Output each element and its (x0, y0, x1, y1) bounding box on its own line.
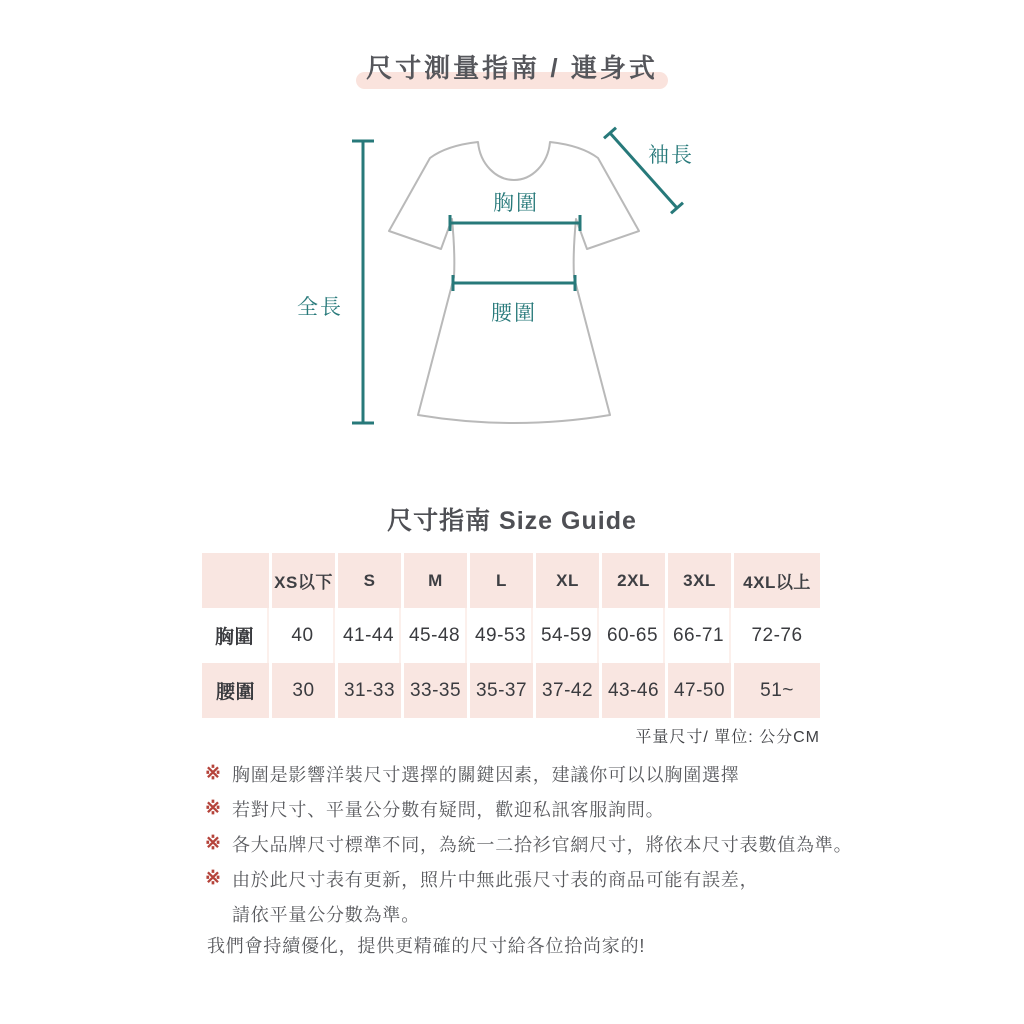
waist-value: 30 (272, 663, 335, 718)
size-table-header-row (202, 553, 820, 608)
note-line (205, 756, 865, 791)
waist-value: 47-50 (668, 663, 731, 718)
chest-value: 40 (272, 608, 335, 663)
note-marker-icon: ※ (205, 798, 222, 819)
chest-label: 胸圍 (493, 192, 539, 215)
note-text: 胸圍是影響洋裝尺寸選擇的關鍵因素，建議你可以以胸圍選擇 (232, 764, 740, 785)
chest-value: 45-48 (404, 608, 467, 663)
header-cell-m: M (404, 553, 467, 608)
full-length-measure-line (352, 141, 374, 423)
note-text: 各大品牌尺寸標準不同，為統一二拾衫官網尺寸，將依本尺寸表數值為準。 (232, 834, 853, 855)
page-title: 尺寸測量指南 / 連身式 (366, 48, 658, 85)
note-text: 若對尺寸、平量公分數有疑問，歡迎私訊客服詢問。 (232, 799, 665, 820)
note-text: 由於此尺寸表有更新，照片中無此張尺寸表的商品可能有誤差， (232, 869, 759, 890)
chest-value: 60-65 (602, 608, 665, 663)
chest-value: 49-53 (470, 608, 533, 663)
chest-value: 54-59 (536, 608, 599, 663)
header-cell-2xl: 2XL (602, 553, 665, 608)
header-cell-s: S (338, 553, 401, 608)
waist-measure-line (453, 275, 575, 291)
header-cell-l: L (470, 553, 533, 608)
notes-list (205, 756, 865, 931)
footer-note: 我們會持續優化，提供更精確的尺寸給各位拾尚家的! (207, 935, 646, 956)
dress-measurement-diagram (280, 118, 730, 453)
waist-value: 33-35 (404, 663, 467, 718)
size-table (202, 553, 820, 718)
sleeve-length-label: 袖長 (648, 144, 694, 167)
waist-value: 35-37 (470, 663, 533, 718)
note-marker-icon: ※ (205, 833, 222, 854)
unit-note: 平量尺寸/ 單位: 公分CM (635, 729, 820, 746)
chest-value: 66-71 (668, 608, 731, 663)
note-marker-icon: ※ (205, 868, 222, 889)
header-cell-xs: XS以下 (272, 553, 335, 608)
size-table-row-chest (202, 608, 820, 663)
note-line (205, 826, 865, 861)
size-table-row-waist (202, 663, 820, 718)
row-label-waist: 腰圍 (202, 663, 269, 718)
full-length-label: 全長 (297, 296, 343, 319)
waist-value: 37-42 (536, 663, 599, 718)
note-line (205, 861, 865, 896)
page-title-wrap (0, 48, 1024, 85)
waist-value: 43-46 (602, 663, 665, 718)
section-title: 尺寸指南 Size Guide (387, 507, 637, 535)
note-line (205, 791, 865, 826)
note-marker-icon: ※ (205, 763, 222, 784)
note-text: 請依平量公分數為準。 (232, 904, 420, 925)
row-label-chest: 胸圍 (202, 608, 269, 663)
chest-measure-line (450, 215, 580, 231)
header-cell-4xl: 4XL以上 (734, 553, 820, 608)
waist-value: 31-33 (338, 663, 401, 718)
chest-value: 41-44 (338, 608, 401, 663)
note-line-continuation (205, 896, 865, 931)
waist-value: 51~ (734, 663, 820, 718)
header-cell-empty (202, 553, 269, 608)
header-cell-3xl: 3XL (668, 553, 731, 608)
header-cell-xl: XL (536, 553, 599, 608)
waist-label: 腰圍 (491, 302, 537, 325)
sleeve-length-measure-line (604, 128, 683, 214)
chest-value: 72-76 (734, 608, 820, 663)
